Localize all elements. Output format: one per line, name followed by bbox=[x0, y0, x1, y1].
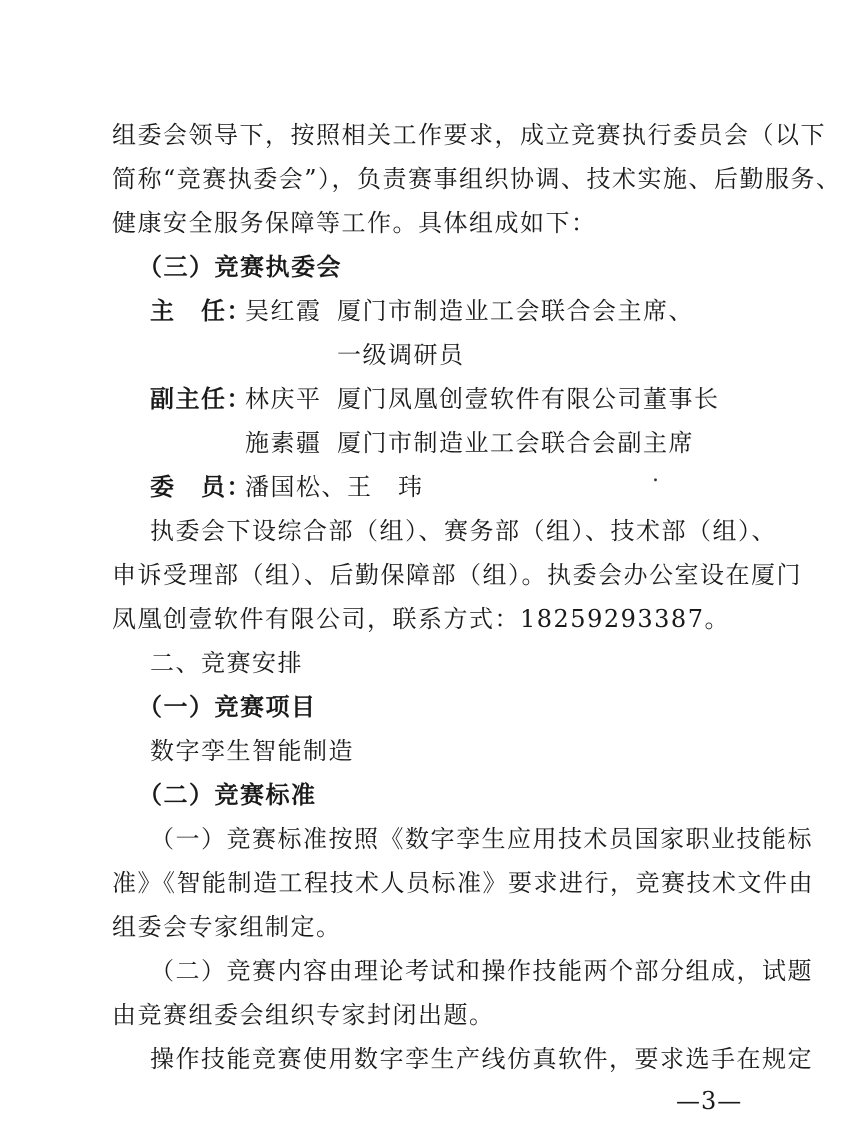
deputy-2-title: 厦门市制造业工会联合会副主席 bbox=[337, 429, 694, 457]
member-label: 委 员： bbox=[150, 472, 252, 501]
paragraph-2-line-1: 执委会下设综合部（组）、赛务部（组）、技术部（组）、 bbox=[150, 517, 777, 545]
deputy-2-name: 施素疆 bbox=[245, 429, 322, 457]
paragraph-1-line-3: 健康安全服务保障等工作。具体组成如下： bbox=[112, 209, 597, 237]
director-name: 吴红霞 bbox=[245, 297, 322, 325]
heading-competition-standard: （二）竞赛标准 bbox=[138, 780, 317, 809]
deputy-1-title: 厦门凤凰创壹软件有限公司董事长 bbox=[337, 385, 720, 413]
heading-section-2: 二、竞赛安排 bbox=[150, 649, 303, 677]
committee-director-row bbox=[150, 296, 790, 326]
paragraph-3-line-1: （一）竞赛标准按照《数字孪生应用技术员国家职业技能标 bbox=[150, 825, 813, 853]
heading-committee: （三）竞赛执委会 bbox=[138, 252, 342, 281]
paragraph-1-line-1: 组委会领导下，按照相关工作要求，成立竞赛执行委员会（以下 bbox=[112, 121, 826, 149]
committee-member-row bbox=[150, 472, 790, 502]
committee-deputy-row-1 bbox=[150, 384, 790, 414]
director-label: 主 任： bbox=[150, 296, 252, 325]
paragraph-3-line-3: 组委会专家组制定。 bbox=[112, 913, 342, 941]
paragraph-4-line-1: （二）竞赛内容由理论考试和操作技能两个部分组成，试题 bbox=[150, 957, 813, 985]
director-title-line-2: 一级调研员 bbox=[337, 341, 465, 369]
committee-deputy-row-2 bbox=[150, 428, 790, 458]
deputy-label: 副主任： bbox=[150, 384, 252, 413]
deputy-1-name: 林庆平 bbox=[245, 385, 322, 413]
stray-mark: . bbox=[652, 462, 659, 487]
paragraph-3-line-2: 准》《智能制造工程技术人员标准》要求进行，竞赛技术文件由 bbox=[112, 869, 814, 897]
page-number: —3— bbox=[676, 1087, 743, 1115]
member-names: 潘国松、王 玮 bbox=[245, 473, 424, 501]
paragraph-4-line-2: 由竞赛组委会组织专家封闭出题。 bbox=[112, 1001, 495, 1029]
competition-item-text: 数字孪生智能制造 bbox=[150, 737, 354, 765]
director-title-line-1: 厦门市制造业工会联合会主席、 bbox=[337, 297, 694, 325]
heading-competition-items: （一）竞赛项目 bbox=[138, 692, 317, 721]
paragraph-2-line-3: 凤凰创壹软件有限公司，联系方式：18259293387。 bbox=[112, 605, 730, 633]
paragraph-2-line-2: 申诉受理部（组）、后勤保障部（组）。执委会办公室设在厦门 bbox=[112, 561, 802, 589]
paragraph-5-line-1: 操作技能竞赛使用数字孪生产线仿真软件，要求选手在规定 bbox=[150, 1045, 813, 1073]
paragraph-1-line-2: 简称“竞赛执委会”），负责赛事组织协调、技术实施、后勤服务、 bbox=[112, 165, 842, 193]
committee-director-row-continued bbox=[150, 340, 790, 370]
